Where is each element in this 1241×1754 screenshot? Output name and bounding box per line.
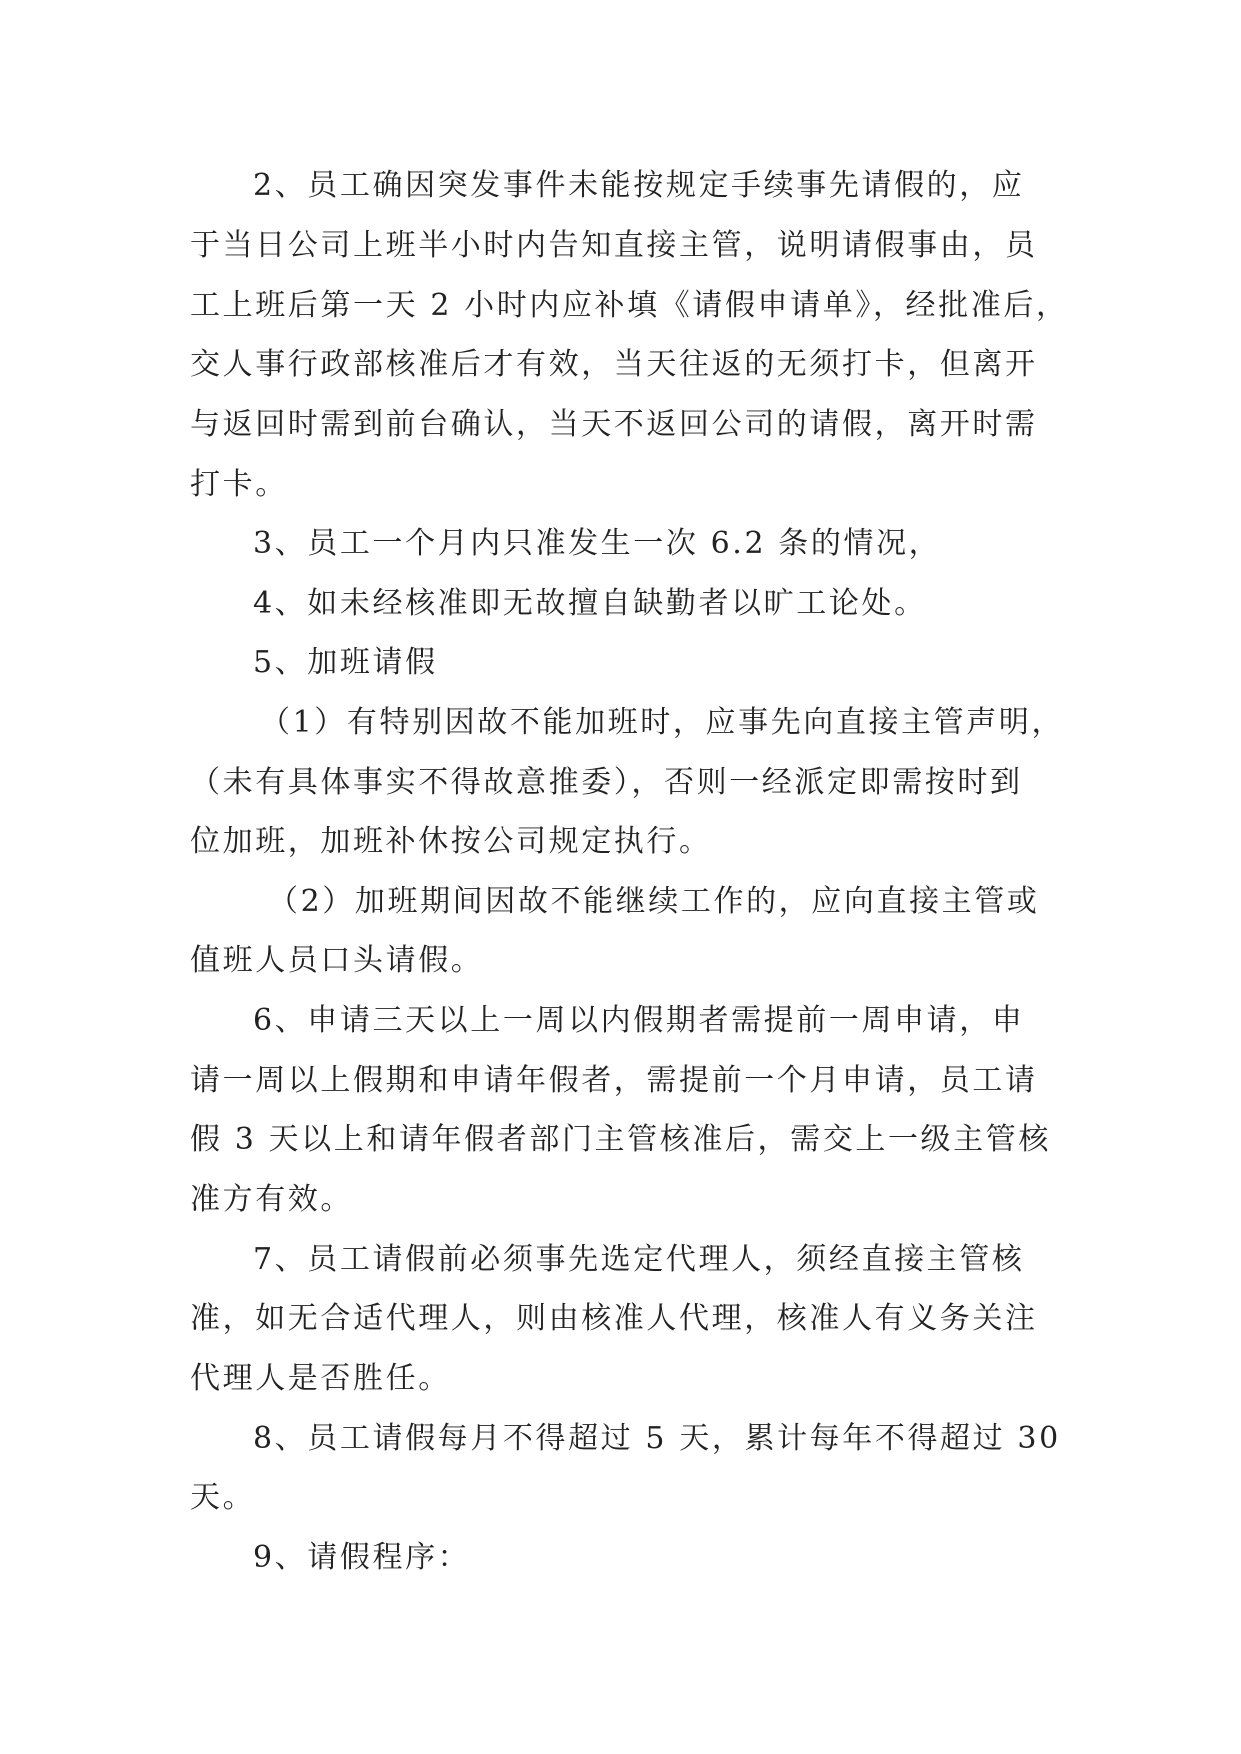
text-line-16: 请一周以上假期和申请年假者，需提前一个月申请，员工请	[190, 1063, 1038, 1098]
text-line-14: 值班人员口头请假。	[190, 943, 484, 978]
text-line-9: 5、加班请假	[253, 645, 438, 680]
text-line-8: 4、如未经核准即无故擅自缺勤者以旷工论处。	[253, 586, 927, 621]
text-line-21: 代理人是否胜任。	[190, 1361, 451, 1396]
text-line-6: 打卡。	[190, 467, 288, 502]
text-line-7: 3、员工一个月内只准发生一次 6.2 条的情况，	[253, 526, 942, 561]
text-line-5: 与返回时需到前台确认，当天不返回公司的请假，离开时需	[190, 407, 1038, 442]
text-line-17: 假 3 天以上和请年假者部门主管核准后，需交上一级主管核	[190, 1122, 1051, 1157]
text-line-13: （2）加班期间因故不能继续工作的，应向直接主管或	[268, 884, 1040, 919]
text-line-23: 天。	[190, 1480, 256, 1515]
text-line-24: 9、请假程序：	[253, 1540, 471, 1575]
text-line-10: （1）有特别因故不能加班时，应事先向直接主管声明，	[260, 705, 1065, 740]
text-line-22: 8、员工请假每月不得超过 5 天，累计每年不得超过 30	[253, 1421, 1061, 1456]
text-line-12: 位加班，加班补休按公司规定执行。	[190, 824, 712, 859]
text-line-18: 准方有效。	[190, 1182, 353, 1217]
text-line-20: 准，如无合适代理人，则由核准人代理，核准人有义务关注	[190, 1301, 1038, 1336]
text-line-4: 交人事行政部核准后才有效，当天往返的无须打卡，但离开	[190, 347, 1038, 382]
text-line-2: 于当日公司上班半小时内告知直接主管，说明请假事由，员	[190, 228, 1038, 263]
text-line-19: 7、员工请假前必须事先选定代理人，须经直接主管核	[253, 1242, 1025, 1277]
text-line-11: （未有具体事实不得故意推委），否则一经派定即需按时到	[190, 765, 1023, 800]
text-line-15: 6、申请三天以上一周以内假期者需提前一周申请，申	[253, 1003, 1025, 1038]
text-line-3: 工上班后第一天 2 小时内应补填《请假申请单》，经批准后，	[190, 288, 1069, 323]
text-line-1: 2、员工确因突发事件未能按规定手续事先请假的，应	[253, 168, 1025, 203]
